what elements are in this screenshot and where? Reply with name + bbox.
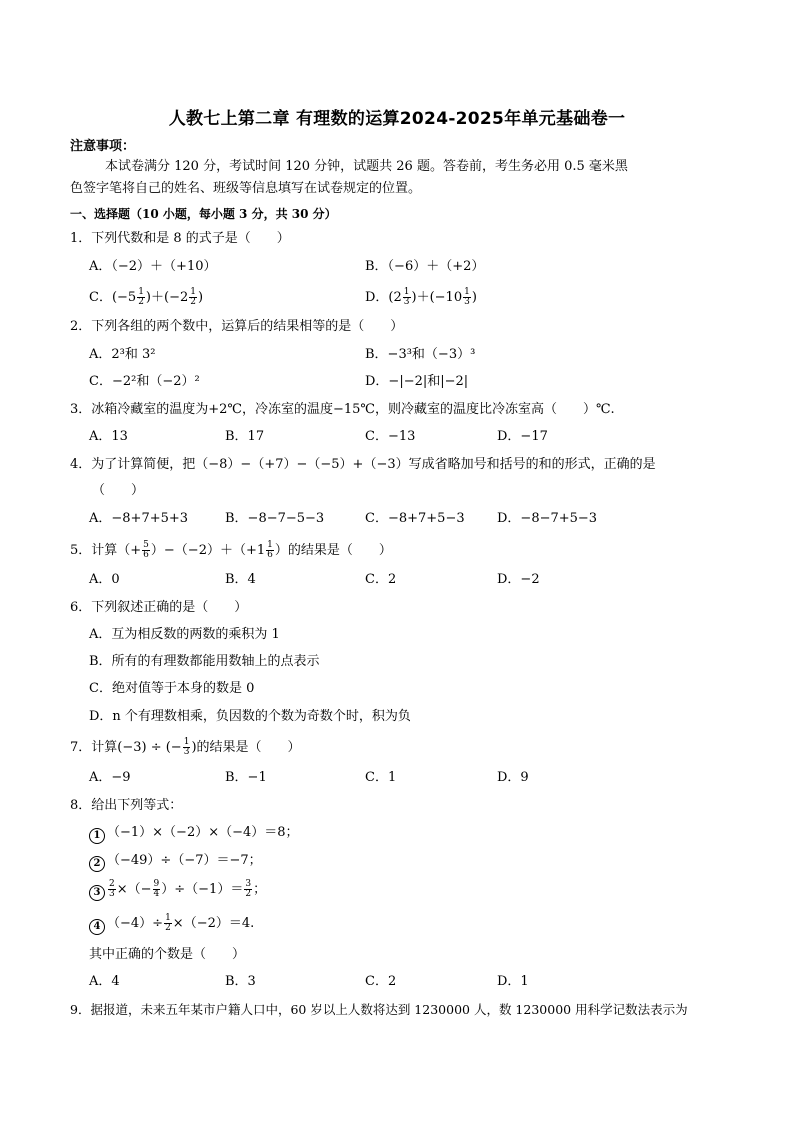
q4-option-c: C．−8+7+5−3 xyxy=(365,511,465,526)
circled-number-icon: 2 xyxy=(89,856,105,872)
q1-c-pre: C．(−5 xyxy=(89,290,137,305)
q1-option-a: A．（−2）＋（+10） xyxy=(89,259,217,274)
q5-option-c: C．2 xyxy=(365,572,397,587)
fraction: $\frac{2}{3}$ xyxy=(109,879,115,899)
q3-option-a: A．13 xyxy=(89,429,128,444)
q2-option-c: C．−2²和（−2）² xyxy=(89,374,200,389)
notice-heading: 注意事项： xyxy=(70,139,136,154)
fraction: $\frac{1}{2}$ xyxy=(190,287,196,307)
q6-option-b: B．所有的有理数都能用数轴上的点表示 xyxy=(89,654,320,669)
q4-option-b: B．−8−7−5−3 xyxy=(225,511,325,526)
q7-stem: 7．计算(−3) ÷ (− $\frac{1}{3}$ )的结果是（ ） xyxy=(70,737,301,757)
q6-option-a: A．互为相反数的两数的乘积为 1 xyxy=(89,627,280,642)
notice-line-1: 本试卷满分 120 分，考试时间 120 分钟，试题共 26 题。答卷前，考生务必用 0.5 毫米黑 xyxy=(105,159,628,174)
fraction: $\frac{1}{2}$ xyxy=(165,913,171,933)
q4-stem: 4．为了计算简便，把（−8）−（+7）−（−5）+（−3）写成省略加号和括号的和的形式，正确的是 xyxy=(70,457,656,472)
q8-option-a: A．4 xyxy=(89,974,120,989)
q2-option-d: D．−|−2|和|−2| xyxy=(365,374,469,389)
notice-line-2: 色签字笔将自己的姓名、班级等信息填写在试卷规定的位置。 xyxy=(70,181,422,196)
circled-number-icon: 1 xyxy=(89,828,105,844)
q7-option-d: D．9 xyxy=(497,770,529,785)
q4-stem-cont: （ ） xyxy=(92,483,145,498)
q5-option-d: D．−2 xyxy=(497,572,540,587)
q5-option-b: B．4 xyxy=(225,572,256,587)
fraction: $\frac{1}{3}$ xyxy=(403,287,410,307)
q8-tail: 其中正确的个数是（ ） xyxy=(89,947,246,962)
fraction: $\frac{5}{6}$ xyxy=(143,540,149,560)
fraction: $\frac{1}{3}$ xyxy=(183,737,190,757)
q2-option-a: A．2³和 3² xyxy=(89,347,156,362)
q3-stem: 3．冰箱冷藏室的温度为+2℃，冷冻室的温度−15℃，则冷藏室的温度比冷冻室高（ ）℃. xyxy=(70,402,615,417)
fraction: $\frac{1}{2}$ xyxy=(138,287,144,307)
q8-option-b: B．3 xyxy=(225,974,256,989)
q1-c-mid: )＋(−2 xyxy=(145,290,189,305)
q8-stem: 8．给出下列等式： xyxy=(70,798,183,813)
q9-stem: 9．据报道，未来五年某市户籍人口中，60 岁以上人数将达到 1230000 人，数 1230000 用科学记数法表示为 xyxy=(70,1002,688,1017)
q8-equation-2: 2 （−49）÷（−7）＝−7； xyxy=(89,852,262,872)
q7-option-a: A．−9 xyxy=(89,770,131,785)
q4-option-a: A．−8+7+5+3 xyxy=(89,511,189,526)
q3-option-d: D．−17 xyxy=(497,429,548,444)
q4-option-d: D．−8−7+5−3 xyxy=(497,511,598,526)
q6-option-d: D．n 个有理数相乘，负因数的个数为奇数个时，积为负 xyxy=(89,709,411,724)
q5-stem: 5．计算（+ $\frac{5}{6}$ ）−（−2）＋（+1 $\frac{1}{6}$ ）的结果是（ ） xyxy=(70,540,392,560)
fraction: $\frac{1}{3}$ xyxy=(464,287,470,307)
q7-option-c: C．1 xyxy=(365,770,397,785)
q2-option-b: B．−3³和（−3）³ xyxy=(365,347,476,362)
q2-stem: 2．下列各组的两个数中，运算后的结果相等的是（ ） xyxy=(70,319,404,334)
q8-equation-4: 4 （−4）÷ $\frac{1}{2}$ ×（−2）＝4. xyxy=(89,914,254,935)
circled-number-icon: 3 xyxy=(89,885,105,901)
q7-option-b: B．−1 xyxy=(225,770,267,785)
fraction: $\frac{9}{4}$ xyxy=(153,879,160,899)
q6-stem: 6．下列叙述正确的是（ ） xyxy=(70,600,248,615)
section-heading: 一、选择题（10 小题，每小题 3 分，共 30 分） xyxy=(70,207,337,221)
q8-equation-1: 1 （−1）×（−2）×（−4）＝8； xyxy=(89,824,299,844)
q8-option-d: D．1 xyxy=(497,974,529,989)
q3-option-c: C．−13 xyxy=(365,429,416,444)
q1-stem: 1．下列代数和是 8 的式子是（ ） xyxy=(70,231,290,246)
q5-option-a: A．0 xyxy=(89,572,120,587)
circled-number-icon: 4 xyxy=(89,919,105,935)
page-title: 人教七上第二章 有理数的运算2024-2025年单元基础卷一 xyxy=(168,109,626,129)
q6-option-c: C．绝对值等于本身的数是 0 xyxy=(89,681,255,696)
q3-option-b: B．17 xyxy=(225,429,265,444)
fraction: $\frac{3}{2}$ xyxy=(245,879,252,899)
q1-option-c: C．(−5 $\frac{1}{2}$ )＋(−2 $\frac{1}{2}$ ) xyxy=(89,287,204,307)
q8-equation-3: 3 $\frac{2}{3}$ ×（− $\frac{9}{4}$ ）÷（−1）＝ $\frac{3}{2}$ ； xyxy=(89,880,266,901)
q8-option-c: C．2 xyxy=(365,974,397,989)
fraction: $\frac{1}{6}$ xyxy=(267,540,273,560)
q1-option-d: D．(2 $\frac{1}{3}$ )＋(−10 $\frac{1}{3}$ ) xyxy=(365,287,477,307)
q1-option-b: B．（−6）＋（+2） xyxy=(365,259,485,274)
